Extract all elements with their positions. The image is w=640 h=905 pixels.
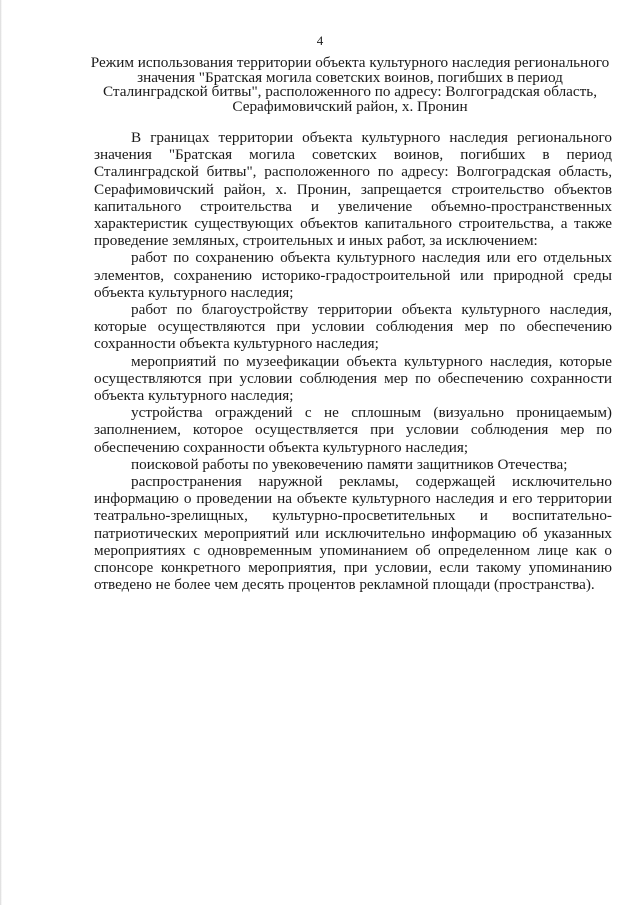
- intro-paragraph: В границах территории объекта культурного наследия регионального значения "Братская могила советских воинов, погибших в период Сталинградской битвы", расположенного по адресу: Волгоградская область, Серафимовичский район, х. Пронин, запрещается строительство объектов капитального строительства и увеличение объемно-пространственных характеристик существующих объектов капитального строительства, а также проведение земляных, строительных и иных работ, за исключением:: [94, 129, 612, 250]
- document-body: [94, 129, 612, 593]
- exception-item: работ по благоустройству территории объекта культурного наследия, которые осуществляются при условии соблюдения мер по обеспечению сохранности объекта культурного наследия;: [94, 301, 612, 353]
- exception-item: устройства ограждений с не сплошным (визуально проницаемым) заполнением, которое осуществляется при условии соблюдения мер по обеспечению сохранности объекта культурного наследия;: [94, 404, 612, 456]
- title-line: Сталинградской битвы", расположенного по адресу: Волгоградская область,: [102, 83, 598, 100]
- exception-item: мероприятий по музеефикации объекта культурного наследия, которые осуществляются при условии соблюдения мер по обеспечению сохранности объекта культурного наследия;: [94, 352, 612, 405]
- scan-edge-shadow: [0, 0, 2, 905]
- document-title: [86, 56, 614, 114]
- exception-item: работ по сохранению объекта культурного наследия или его отдельных элементов, сохранению историко-градостроительной или природной среды объекта культурного наследия;: [94, 249, 612, 301]
- page-number: 4: [316, 33, 324, 48]
- exception-item: распространения наружной рекламы, содержащей исключительно информацию о проведении на объекте культурного наследия и его территории театрально-зрелищных, культурно-просветительных и воспитательно-патриотических мероприятий или исключительно информацию об указанных мероприятиях с одновременным упоминанием об определенном лице как о спонсоре конкретного мероприятия, при условии, если такому упоминанию отведено не более чем десять процентов рекламной площади (пространства).: [94, 473, 612, 594]
- title-line: Серафимовичский район, х. Пронин: [232, 97, 468, 115]
- title-line: значения "Братская могила советских воинов, погибших в период: [137, 68, 563, 86]
- exception-item: поисковой работы по увековечению памяти защитников Отечества;: [131, 455, 568, 473]
- title-line: Режим использования территории объекта культурного наследия регионального: [90, 54, 610, 71]
